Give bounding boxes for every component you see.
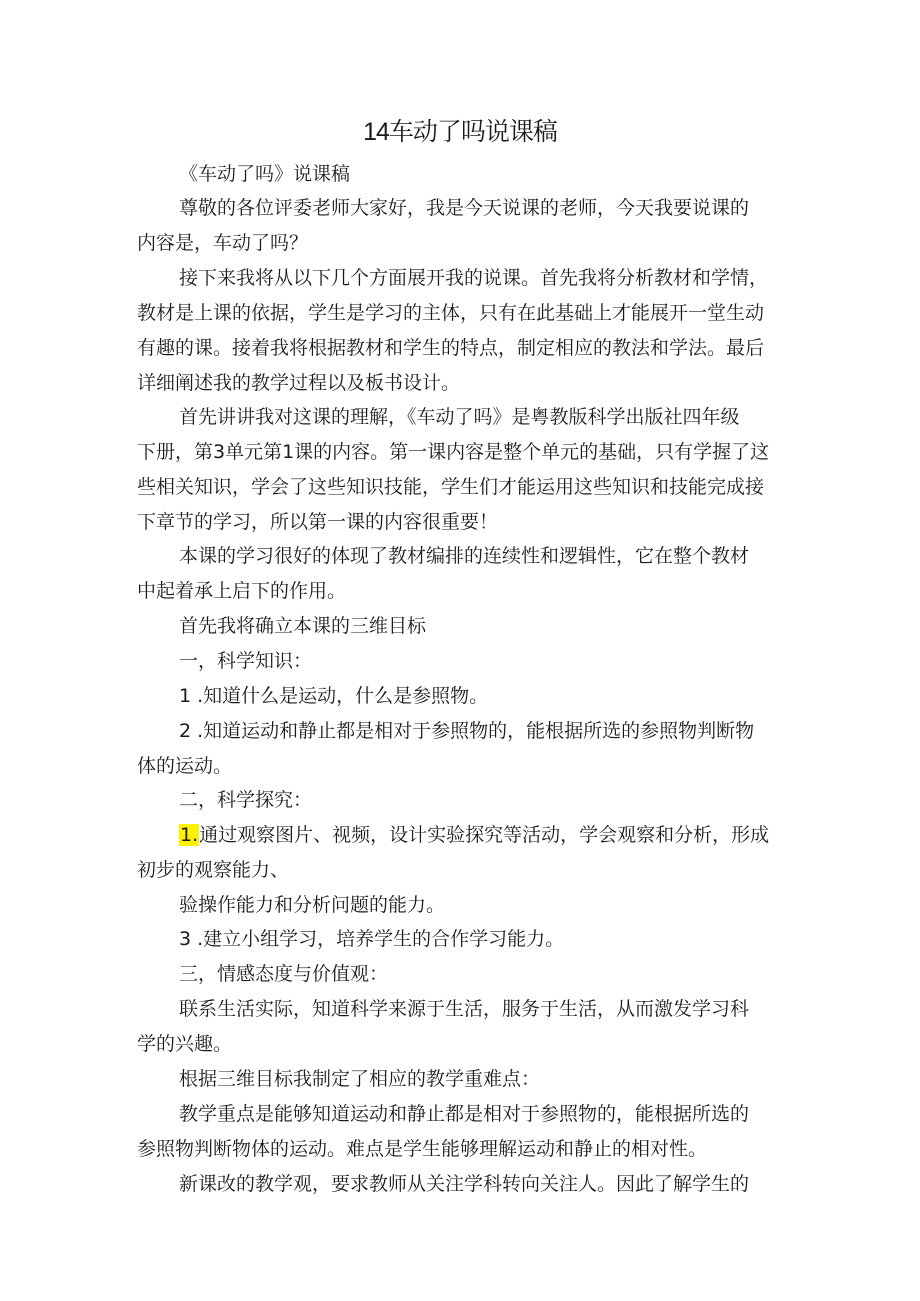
- document-title: 14车动了吗说课稿: [363, 118, 557, 146]
- list-item: [179, 819, 769, 851]
- paragraph-line: 参照物判断物体的运动。难点是学生能够理解运动和静止的相对性。: [137, 1138, 708, 1160]
- paragraph-line: 学的兴趣。: [137, 1033, 233, 1055]
- paragraph-line: 下章节的学习，所以第一课的内容很重要！: [137, 511, 499, 533]
- paragraph-line: 下册，第3单元第1课的内容。第一课内容是整个单元的基础，只有学握了这: [137, 441, 770, 463]
- subtitle-line: 《车动了吗》说课稿: [179, 163, 351, 185]
- paragraph-line: 详细阐述我的教学过程以及板书设计。: [137, 372, 461, 394]
- highlighted-number: 1.: [180, 824, 199, 846]
- paragraph-line: 本课的学习很好的体现了教材编排的连续性和逻辑性，它在整个教材: [179, 545, 750, 567]
- paragraph-line: 新课改的教学观，要求教师从关注学科转向关注人。因此了解学生的: [179, 1173, 750, 1195]
- paragraph-line: 尊敬的各位评委老师大家好，我是今天说课的老师，今天我要说课的: [179, 197, 750, 219]
- paragraph-line: 联系生活实际，知道科学来源于生活，服务于生活，从而激发学习科: [179, 998, 750, 1020]
- paragraph-line: 中起着承上启下的作用。: [137, 580, 347, 602]
- paragraph-line: 根据三维目标我制定了相应的教学重难点：: [179, 1068, 541, 1090]
- paragraph-line: 些相关知识，学会了这些知识技能，学生们才能运用这些知识和技能完成接: [137, 476, 765, 498]
- paragraph-line: 验操作能力和分析问题的能力。: [179, 894, 446, 916]
- list-item: 2 .知道运动和静止都是相对于参照物的，能根据所选的参照物判断物: [179, 720, 755, 742]
- list-item-text: 通过观察图片、视频，设计实验探究等活动，学会观察和分析，形成: [199, 824, 770, 846]
- list-item: 1 .知道什么是运动，什么是参照物。: [179, 685, 489, 707]
- paragraph-line: 首先我将确立本课的三维目标: [179, 615, 427, 637]
- paragraph-line: 教材是上课的依据，学生是学习的主体，只有在此基础上才能展开一堂生动: [137, 302, 765, 324]
- section-heading: 一，科学知识：: [179, 650, 313, 672]
- paragraph-line: 接下来我将从以下几个方面展开我的说课。首先我将分析教材和学情，: [179, 267, 769, 289]
- section-heading: 二，科学探究：: [179, 789, 313, 811]
- list-item: 3 .建立小组学习，培养学生的合作学习能力。: [179, 928, 565, 950]
- paragraph-line: 有趣的课。接着我将根据教材和学生的特点，制定相应的教法和学法。最后: [137, 337, 765, 359]
- paragraph-line: 初步的观察能力、: [137, 859, 290, 881]
- paragraph-line: 教学重点是能够知道运动和静止都是相对于参照物的，能根据所选的: [179, 1103, 750, 1125]
- paragraph-line: 体的运动。: [137, 755, 233, 777]
- paragraph-line: 首先讲讲我对这课的理解，《车动了吗》是粤教版科学出版社四年级: [179, 406, 740, 428]
- paragraph-line: 内容是，车动了吗？: [137, 232, 309, 254]
- section-heading: 三，情感态度与价值观：: [179, 963, 389, 985]
